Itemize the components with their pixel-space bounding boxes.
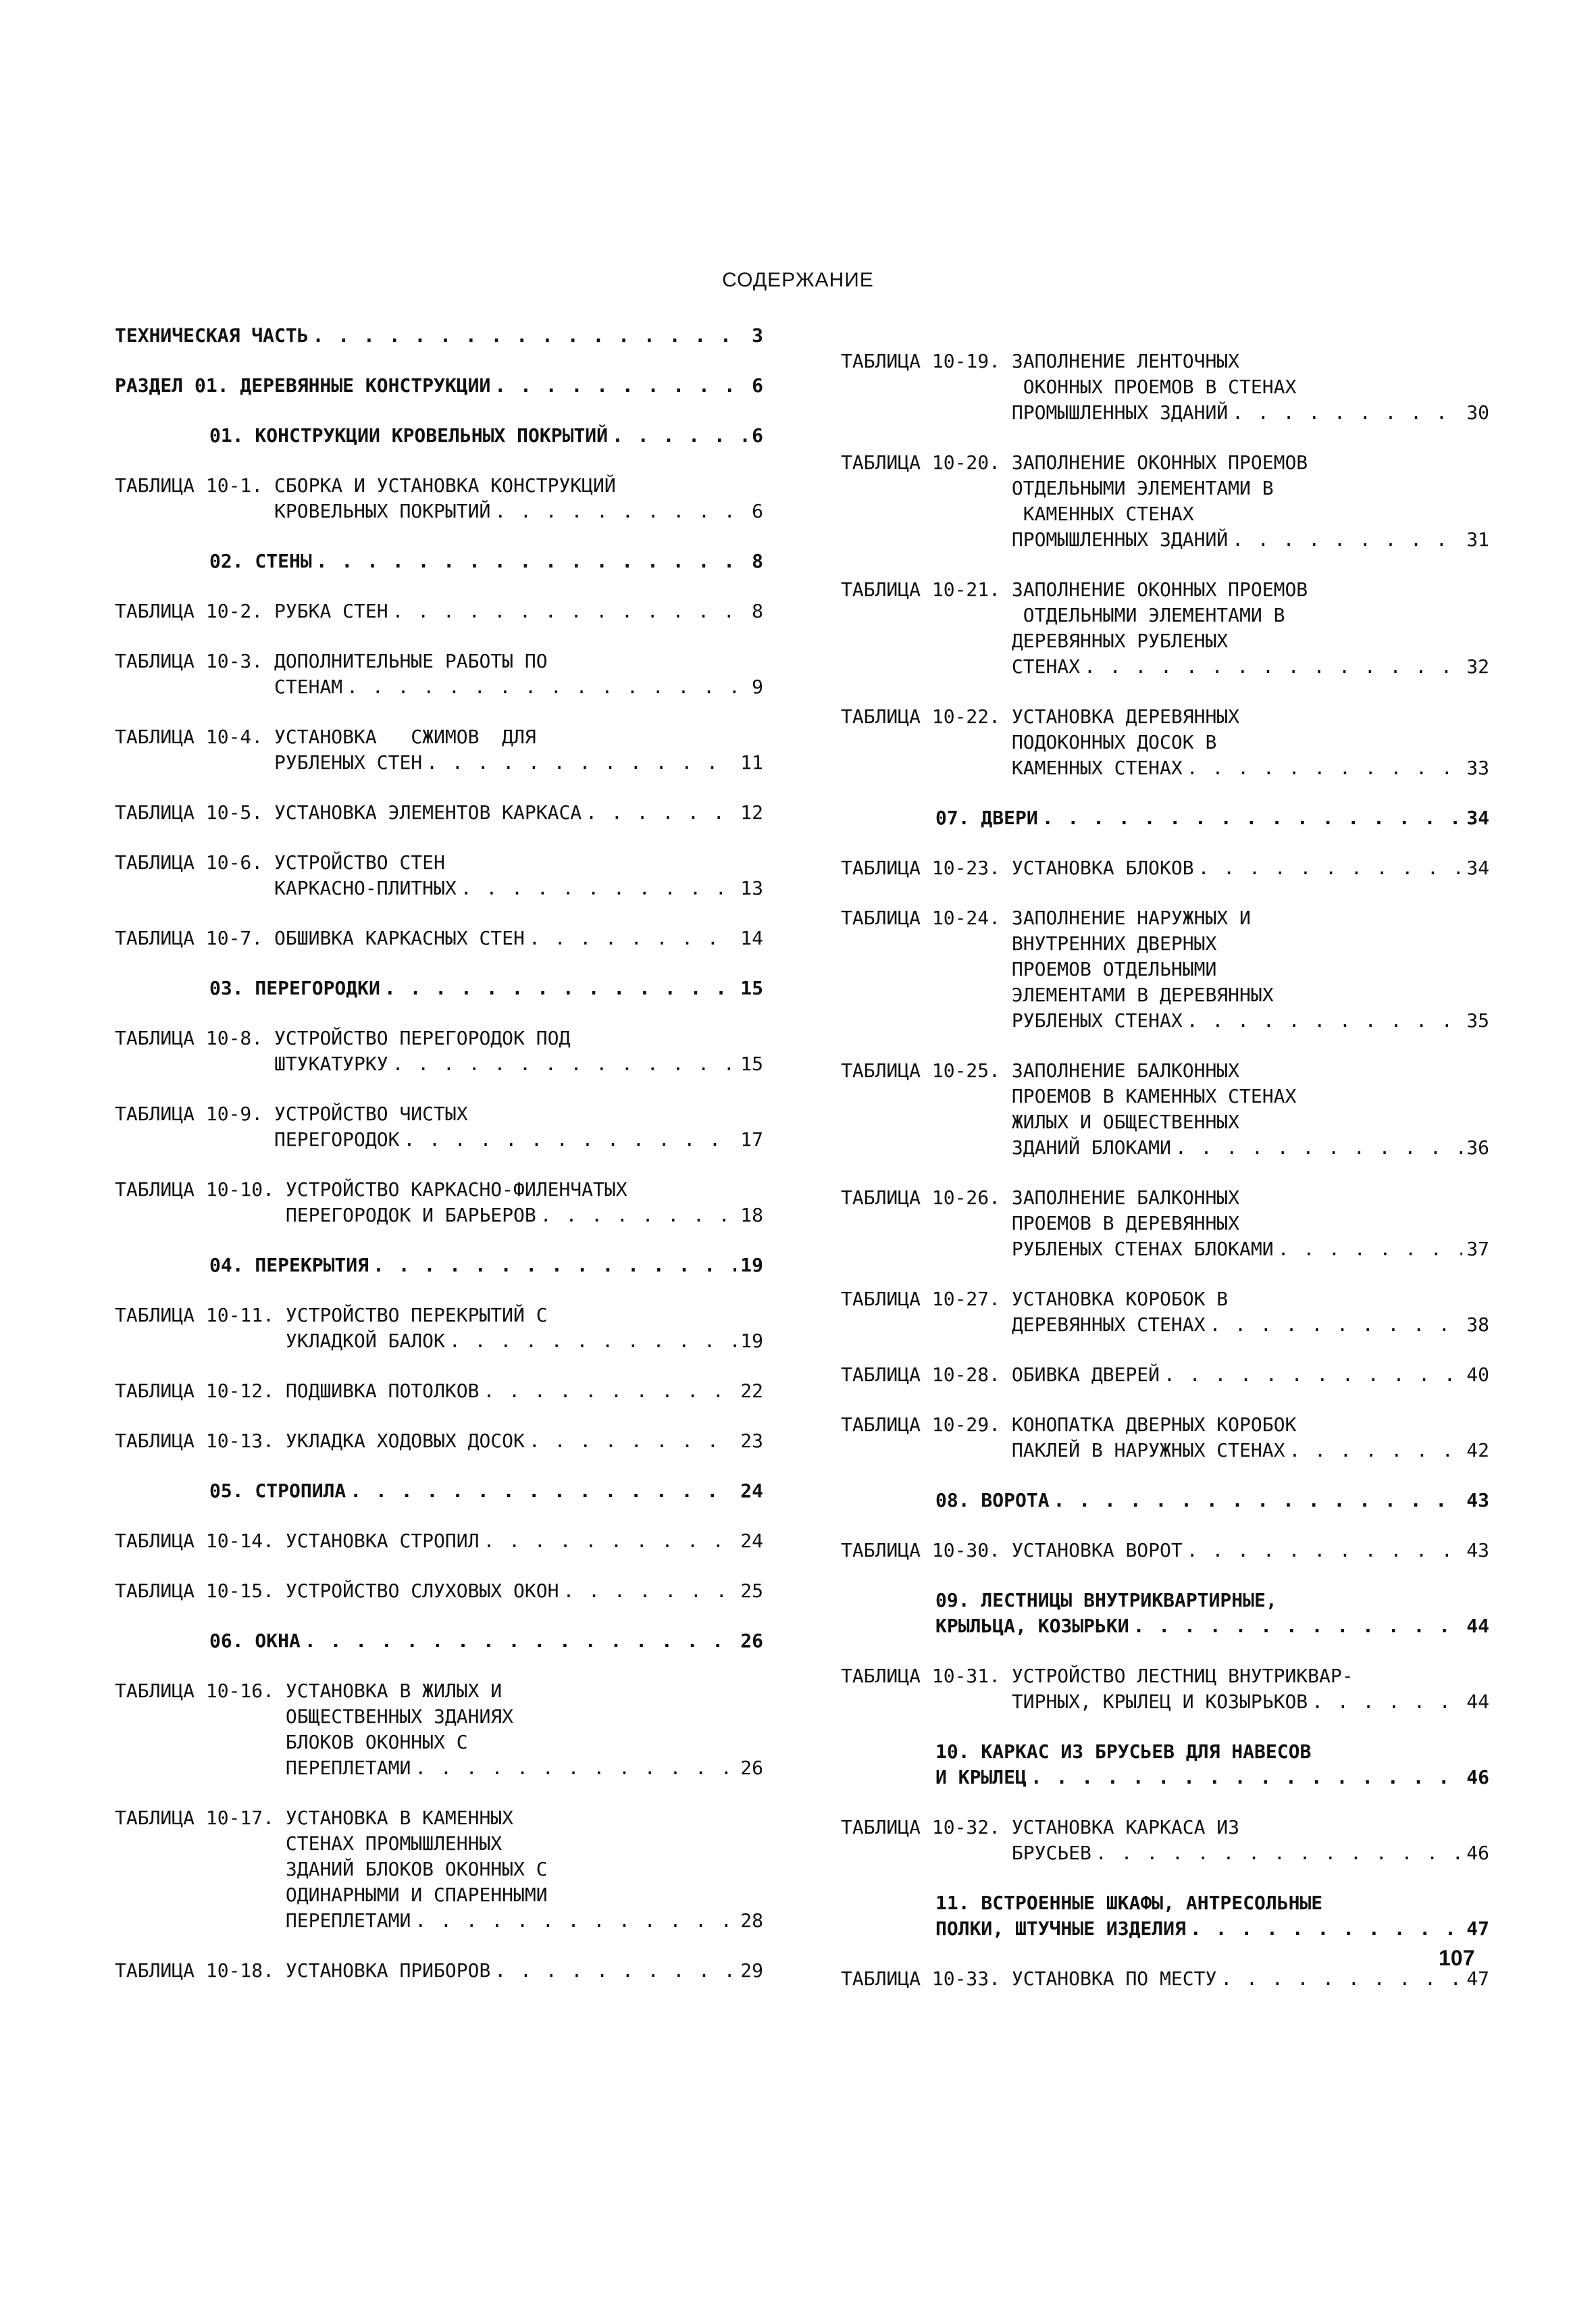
toc-leader-dots (415, 1755, 736, 1781)
toc-entry (115, 549, 763, 574)
toc-entry (115, 1528, 763, 1554)
toc-table-number: ТАБЛИЦА 10-30. (841, 1539, 1012, 1561)
toc-table-number: ТАБЛИЦА 10-22. (841, 705, 1012, 728)
toc-table-number: ТАБЛИЦА 10-8. (115, 1027, 275, 1049)
toc-right-column (841, 349, 1489, 2016)
toc-leader-dots (305, 1628, 736, 1654)
toc-leader-dots (612, 423, 748, 449)
toc-entry-text: УСТАНОВКА В КАМЕННЫХ (285, 1807, 514, 1829)
toc-entry-text: ЗДАНИЙ БЛОКАМИ (1011, 1136, 1171, 1159)
toc-leader-dots (346, 674, 748, 700)
toc-leader-dots (392, 1051, 737, 1077)
toc-entry-text: УСТРОЙСТВО ЧИСТЫХ (274, 1103, 468, 1125)
toc-entry-text: ДЕРЕВЯННЫХ РУБЛЕНЫХ (1011, 630, 1229, 652)
toc-page-number: 12 (740, 801, 763, 824)
toc-left-column (115, 323, 763, 2008)
toc-entry-text: 08. ВОРОТА (935, 1489, 1050, 1511)
toc-page-number: 11 (740, 751, 763, 774)
toc-page-number: 33 (1466, 757, 1489, 779)
toc-page-number: 23 (740, 1430, 763, 1452)
toc-leader-dots (1190, 1916, 1462, 1942)
toc-entry-text: УСТРОЙСТВО СТЕН (274, 851, 445, 874)
toc-page-number: 36 (1466, 1136, 1489, 1159)
toc-entry-text: ЖИЛЫХ И ОБЩЕСТВЕННЫХ (1011, 1111, 1240, 1133)
toc-table-number: ТАБЛИЦА 10-14. (115, 1530, 286, 1552)
toc-entry (841, 1739, 1489, 1790)
toc-entry-text: ОБЩЕСТВЕННЫХ ЗДАНИЯХ (285, 1705, 514, 1728)
toc-leader-dots (494, 1958, 736, 1984)
toc-page-number: 19 (740, 1330, 763, 1352)
toc-leader-dots (494, 373, 748, 399)
toc-entry (841, 450, 1489, 553)
toc-entry (115, 1378, 763, 1404)
toc-entry-text: РУБЛЕНЫХ СТЕН (274, 751, 423, 774)
toc-table-number: ТАБЛИЦА 10-32. (841, 1816, 1012, 1838)
toc-entry-text: СТЕНАМ (274, 676, 343, 698)
toc-page-number: 40 (1466, 1363, 1489, 1386)
toc-entry (115, 1428, 763, 1454)
toc-entry-text: РУБКА СТЕН (274, 600, 388, 622)
toc-leader-dots (426, 750, 736, 776)
toc-entry-text: УСТРОЙСТВО ПЕРЕКРЫТИЙ С (285, 1304, 548, 1326)
toc-entry (115, 1303, 763, 1354)
toc-page-number: 8 (752, 600, 763, 622)
toc-entry-text: УСТАНОВКА КОРОБОК В (1011, 1288, 1229, 1310)
toc-entry-text: УСТАНОВКА КАРКАСА ИЗ (1011, 1816, 1240, 1838)
toc-entry (115, 423, 763, 449)
toc-page-number: 9 (752, 676, 763, 698)
toc-page-number: 32 (1466, 655, 1489, 678)
toc-table-number: ТАБЛИЦА 10-10. (115, 1178, 286, 1201)
toc-entry-text: ЗДАНИЙ БЛОКОВ ОКОННЫХ С (285, 1858, 548, 1880)
toc-entry (841, 855, 1489, 881)
toc-page-number: 19 (740, 1254, 763, 1276)
toc-table-number: ТАБЛИЦА 10-21. (841, 578, 1012, 601)
toc-leader-dots (373, 1253, 736, 1278)
toc-entry-text: КАМЕННЫХ СТЕНАХ (1011, 503, 1194, 525)
toc-page-number: 29 (740, 1959, 763, 1982)
toc-entry-text: ШТУКАТУРКУ (274, 1053, 388, 1075)
toc-entry-text: УСТАНОВКА СЖИМОВ ДЛЯ (274, 726, 536, 748)
toc-entry (841, 1412, 1489, 1463)
toc-entry (115, 976, 763, 1001)
toc-entry (841, 1890, 1489, 1942)
toc-table-number: ТАБЛИЦА 10-9. (115, 1103, 275, 1125)
toc-entry-text: КРОВЕЛЬНЫХ ПОКРЫТИЙ (274, 500, 491, 522)
toc-entry (841, 1286, 1489, 1338)
toc-entry (841, 1362, 1489, 1388)
toc-entry-text: 06. ОКНА (209, 1630, 301, 1652)
toc-entry (115, 473, 763, 524)
toc-entry (841, 1488, 1489, 1513)
toc-entry-text: УСТАНОВКА В ЖИЛЫХ И (285, 1680, 503, 1702)
toc-entry (115, 1177, 763, 1228)
toc-entry-text: ЗАПОЛНЕНИЕ ОКОННЫХ ПРОЕМОВ (1011, 578, 1308, 601)
toc-table-number: ТАБЛИЦА 10-20. (841, 451, 1012, 474)
toc-entry-text: ПАКЛЕЙ В НАРУЖНЫХ СТЕНАХ (1011, 1439, 1285, 1461)
toc-entry-text: УСТАНОВКА ВОРОТ (1011, 1539, 1183, 1561)
toc-entry-text: ЗАПОЛНЕНИЕ БАЛКОННЫХ (1011, 1186, 1240, 1209)
toc-entry-text: 01. КОНСТРУКЦИИ КРОВЕЛЬНЫХ ПОКРЫТИЙ (209, 424, 609, 447)
toc-table-number: ТАБЛИЦА 10-33. (841, 1967, 1012, 1990)
toc-table-number: ТАБЛИЦА 10-6. (115, 851, 275, 874)
toc-entry-text: ПРОЕМОВ ОТДЕЛЬНЫМИ (1011, 958, 1217, 980)
toc-entry-text: ПРОМЫШЛЕННЫХ ЗДАНИЙ (1011, 528, 1229, 551)
toc-entry-text: УСТАНОВКА ПО МЕСТУ (1011, 1967, 1217, 1990)
toc-entry-text: ОТДЕЛЬНЫМИ ЭЛЕМЕНТАМИ В (1011, 604, 1285, 626)
toc-table-number: ТАБЛИЦА 10-31. (841, 1665, 1012, 1687)
toc-entry (115, 1678, 763, 1781)
toc-entry (115, 800, 763, 826)
toc-leader-dots (350, 1478, 736, 1504)
toc-leader-dots (392, 599, 748, 624)
toc-page-number: 24 (740, 1530, 763, 1552)
toc-table-number: ТАБЛИЦА 10-13. (115, 1430, 286, 1452)
toc-entry (841, 905, 1489, 1034)
toc-leader-dots (483, 1378, 736, 1404)
toc-entry-text: СТЕНАХ (1011, 655, 1081, 678)
toc-entry-text: ПРОЕМОВ В КАМЕННЫХ СТЕНАХ (1011, 1085, 1297, 1107)
toc-table-number: ТАБЛИЦА 10-5. (115, 801, 275, 824)
toc-table-number: ТАБЛИЦА 10-1. (115, 474, 275, 497)
toc-leader-dots (1198, 855, 1463, 881)
toc-leader-dots (1175, 1135, 1462, 1161)
toc-entry-text: 05. СТРОПИЛА (209, 1480, 346, 1502)
toc-page-number: 37 (1466, 1238, 1489, 1260)
toc-table-number: ТАБЛИЦА 10-19. (841, 350, 1012, 372)
toc-table-number: ТАБЛИЦА 10-16. (115, 1680, 286, 1702)
toc-entry-text: ПОЛКИ, ШТУЧНЫЕ ИЗДЕЛИЯ (935, 1917, 1186, 1940)
toc-page-number: 47 (1466, 1917, 1489, 1940)
toc-entry (841, 577, 1489, 680)
toc-table-number: ТАБЛИЦА 10-12. (115, 1380, 286, 1402)
toc-table-number: ТАБЛИЦА 10-26. (841, 1186, 1012, 1209)
toc-table-number: ТАБЛИЦА 10-15. (115, 1580, 286, 1602)
toc-entry (841, 1663, 1489, 1715)
toc-entry-text: ЗАПОЛНЕНИЕ ЛЕНТОЧНЫХ (1011, 350, 1240, 372)
toc-leader-dots (384, 976, 736, 1001)
toc-entry-text: УСТРОЙСТВО КАРКАСНО-ФИЛЕНЧАТЫХ (285, 1178, 627, 1201)
toc-entry-text: ОТДЕЛЬНЫМИ ЭЛЕМЕНТАМИ В (1011, 477, 1274, 499)
toc-page-number: 44 (1466, 1690, 1489, 1713)
toc-entry-text: УСТАНОВКА ДЕРЕВЯННЫХ (1011, 705, 1240, 728)
toc-table-number: ТАБЛИЦА 10-7. (115, 927, 275, 949)
toc-page-number: 44 (1466, 1615, 1489, 1637)
toc-entry-text: УСТРОЙСТВО СЛУХОВЫХ ОКОН (285, 1580, 559, 1602)
toc-page-number: 22 (740, 1380, 763, 1402)
toc-page-number: 38 (1466, 1313, 1489, 1336)
toc-entry-text: ПЕРЕПЛЕТАМИ (285, 1909, 411, 1932)
toc-entry-text: ПЕРЕГОРОДОК И БАРЬЕРОВ (285, 1204, 536, 1226)
document-title: СОДЕРЖАНИЕ (722, 269, 874, 291)
toc-table-number: ТАБЛИЦА 10-18. (115, 1959, 286, 1982)
toc-entry-text: 07. ДВЕРИ (935, 807, 1038, 829)
toc-table-number: ТАБЛИЦА 10-28. (841, 1363, 1012, 1386)
toc-page-number: 26 (740, 1757, 763, 1779)
toc-table-number: ТАБЛИЦА 10-24. (841, 907, 1012, 929)
toc-page-number: 35 (1466, 1009, 1489, 1032)
toc-entry-text: РУБЛЕНЫХ СТЕНАХ (1011, 1009, 1183, 1032)
toc-leader-dots (1096, 1840, 1462, 1866)
toc-page-number: 43 (1466, 1539, 1489, 1561)
toc-entry-text: 09. ЛЕСТНИЦЫ ВНУТРИКВАРТИРНЫЕ, (935, 1589, 1277, 1611)
toc-entry (841, 1966, 1489, 1992)
toc-entry (115, 926, 763, 951)
toc-leader-dots (494, 499, 748, 524)
toc-entry-text: БРУСЬЕВ (1011, 1842, 1091, 1864)
toc-page-number: 15 (740, 977, 763, 999)
toc-entry-text: УКЛАДКА ХОДОВЫХ ДОСОК (285, 1430, 525, 1452)
toc-page-number: 26 (740, 1630, 763, 1652)
toc-entry-text: 03. ПЕРЕГОРОДКИ (209, 977, 380, 999)
toc-entry (115, 850, 763, 901)
toc-entry-text: 04. ПЕРЕКРЫТИЯ (209, 1254, 369, 1276)
toc-entry-text: ДЕРЕВЯННЫХ СТЕНАХ (1011, 1313, 1206, 1336)
toc-page-number: 8 (752, 550, 763, 572)
toc-entry-text: КАРКАСНО-ПЛИТНЫХ (274, 877, 457, 899)
toc-page-number: 14 (740, 927, 763, 949)
toc-entry-text: 02. СТЕНЫ (209, 550, 312, 572)
toc-entry-text: ЗАПОЛНЕНИЕ БАЛКОННЫХ (1011, 1059, 1240, 1082)
toc-entry-text: УСТРОЙСТВО ЛЕСТНИЦ ВНУТРИКВАР- (1011, 1665, 1354, 1687)
toc-table-number: ТАБЛИЦА 10-27. (841, 1288, 1012, 1310)
toc-entry (115, 649, 763, 700)
toc-entry (115, 1101, 763, 1153)
toc-entry-text: УКЛАДКОЙ БАЛОК (285, 1330, 445, 1352)
toc-leader-dots (563, 1578, 736, 1604)
toc-entry-text: ЗАПОЛНЕНИЕ ОКОННЫХ ПРОЕМОВ (1011, 451, 1308, 474)
toc-entry-text: ВНУТРЕННИХ ДВЕРНЫХ (1011, 932, 1217, 955)
toc-entry-text: ТИРНЫХ, КРЫЛЕЦ И КОЗЫРЬКОВ (1011, 1690, 1308, 1713)
toc-entry (115, 1805, 763, 1934)
toc-leader-dots (1164, 1362, 1462, 1388)
toc-page-number: 18 (740, 1204, 763, 1226)
toc-entry-text: ТЕХНИЧЕСКАЯ ЧАСТЬ (115, 324, 309, 347)
toc-entry (841, 1058, 1489, 1161)
toc-entry (115, 1253, 763, 1278)
toc-entry (115, 599, 763, 624)
toc-entry-text: ОКОННЫХ ПРОЕМОВ В СТЕНАХ (1011, 376, 1297, 398)
toc-entry-text: КАМЕННЫХ СТЕНАХ (1011, 757, 1183, 779)
toc-entry-text: СБОРКА И УСТАНОВКА КОНСТРУКЦИЙ (274, 474, 616, 497)
toc-leader-dots (586, 800, 736, 826)
toc-entry-text: ПЕРЕПЛЕТАМИ (285, 1757, 411, 1779)
toc-entry-text: ДОПОЛНИТЕЛЬНЫЕ РАБОТЫ ПО (274, 650, 548, 672)
toc-entry (115, 1578, 763, 1604)
toc-leader-dots (483, 1528, 736, 1554)
toc-entry (841, 349, 1489, 426)
toc-table-number: ТАБЛИЦА 10-3. (115, 650, 275, 672)
toc-entry-text: 10. КАРКАС ИЗ БРУСЬЕВ ДЛЯ НАВЕСОВ (935, 1740, 1312, 1763)
toc-leader-dots (1209, 1312, 1462, 1338)
toc-leader-dots (1232, 400, 1462, 426)
toc-table-number: ТАБЛИЦА 10-4. (115, 726, 275, 748)
toc-page-number: 24 (740, 1480, 763, 1502)
toc-table-number: ТАБЛИЦА 10-25. (841, 1059, 1012, 1082)
toc-entry (115, 1026, 763, 1077)
toc-entry-text: СТЕНАХ ПРОМЫШЛЕННЫХ (285, 1832, 503, 1855)
toc-entry (841, 1538, 1489, 1563)
toc-page-number: 34 (1466, 857, 1489, 879)
toc-leader-dots (1133, 1613, 1463, 1639)
toc-entry-text: УСТАНОВКА ПРИБОРОВ (285, 1959, 491, 1982)
toc-page-number: 46 (1466, 1842, 1489, 1864)
toc-leader-dots (529, 1428, 736, 1454)
toc-leader-dots (1054, 1488, 1463, 1513)
toc-page-number: 6 (752, 374, 763, 397)
toc-page-number: 34 (1466, 807, 1489, 829)
toc-table-number: ТАБЛИЦА 10-29. (841, 1413, 1012, 1436)
toc-page-number: 46 (1466, 1766, 1489, 1788)
toc-entry-text: ПРОЕМОВ В ДЕРЕВЯННЫХ (1011, 1212, 1240, 1234)
toc-leader-dots (1187, 1008, 1463, 1034)
toc-page-number: 17 (740, 1128, 763, 1151)
toc-leader-dots (1289, 1438, 1462, 1463)
toc-leader-dots (1187, 1538, 1463, 1563)
toc-page-number: 6 (752, 424, 763, 447)
toc-page-number: 13 (740, 877, 763, 899)
toc-page-number: 6 (752, 500, 763, 522)
toc-table-number: ТАБЛИЦА 10-23. (841, 857, 1012, 879)
toc-entry (841, 805, 1489, 831)
toc-page-number: 25 (740, 1580, 763, 1602)
toc-page-number: 47 (1466, 1967, 1489, 1990)
toc-page-number: 28 (740, 1909, 763, 1932)
toc-leader-dots (449, 1328, 736, 1354)
toc-entry-text: И КРЫЛЕЦ (935, 1766, 1027, 1788)
toc-entry (115, 323, 763, 349)
toc-page-number: 42 (1466, 1439, 1489, 1461)
toc-page-number: 43 (1466, 1489, 1489, 1511)
toc-leader-dots (1042, 805, 1463, 831)
toc-entry-text: УСТРОЙСТВО ПЕРЕГОРОДОК ПОД (274, 1027, 571, 1049)
toc-entry-text: ОБШИВКА КАРКАСНЫХ СТЕН (274, 927, 525, 949)
toc-leader-dots (1220, 1966, 1462, 1992)
toc-leader-dots (1232, 527, 1462, 553)
toc-entry-text: ПОДШИВКА ПОТОЛКОВ (285, 1380, 480, 1402)
toc-entry-text: ПЕРЕГОРОДОК (274, 1128, 400, 1151)
toc-entry-text: УСТАНОВКА ЭЛЕМЕНТОВ КАРКАСА (274, 801, 582, 824)
toc-table-number: ТАБЛИЦА 10-17. (115, 1807, 286, 1829)
toc-entry (115, 1628, 763, 1654)
toc-entry-text: РАЗДЕЛ 01. ДЕРЕВЯННЫЕ КОНСТРУКЦИИ (115, 374, 491, 397)
toc-leader-dots (1278, 1236, 1463, 1262)
toc-entry-text: РУБЛЕНЫХ СТЕНАХ БЛОКАМИ (1011, 1238, 1274, 1260)
toc-entry-text: ПРОМЫШЛЕННЫХ ЗДАНИЙ (1011, 401, 1229, 424)
toc-entry (115, 724, 763, 776)
toc-leader-dots (403, 1127, 736, 1153)
toc-leader-dots (1312, 1689, 1462, 1715)
toc-entry-text: УСТАНОВКА БЛОКОВ (1011, 857, 1194, 879)
toc-entry (841, 1815, 1489, 1866)
toc-table-number: ТАБЛИЦА 10-11. (115, 1304, 286, 1326)
toc-page-number: 30 (1466, 401, 1489, 424)
toc-page-number: 31 (1466, 528, 1489, 551)
toc-entry-text: ОДИНАРНЫМИ И СПАРЕННЫМИ (285, 1884, 548, 1906)
toc-entry-text: ЭЛЕМЕНТАМИ В ДЕРЕВЯННЫХ (1011, 984, 1274, 1006)
toc-entry-text: ЗАПОЛНЕНИЕ НАРУЖНЫХ И (1011, 907, 1251, 929)
toc-entry-text: БЛОКОВ ОКОННЫХ С (285, 1731, 468, 1753)
toc-entry (115, 1478, 763, 1504)
toc-entry (115, 1958, 763, 1984)
toc-entry-text: УСТАНОВКА СТРОПИЛ (285, 1530, 480, 1552)
toc-leader-dots (1187, 755, 1463, 781)
toc-page-number: 3 (752, 324, 763, 347)
toc-leader-dots (316, 549, 748, 574)
toc-leader-dots (540, 1203, 737, 1228)
toc-entry (841, 1588, 1489, 1639)
toc-page-number: 15 (740, 1053, 763, 1075)
toc-entry-text: 11. ВСТРОЕННЫЕ ШКАФЫ, АНТРЕСОЛЬНЫЕ (935, 1892, 1323, 1914)
toc-leader-dots (313, 323, 748, 349)
page-number: 107 (1439, 1946, 1475, 1970)
toc-table-number: ТАБЛИЦА 10-2. (115, 600, 275, 622)
toc-entry-text: ПОДОКОННЫХ ДОСОК В (1011, 731, 1217, 753)
toc-entry (841, 704, 1489, 781)
toc-leader-dots (461, 876, 737, 901)
toc-entry-text: ОБИВКА ДВЕРЕЙ (1011, 1363, 1160, 1386)
toc-leader-dots (415, 1908, 736, 1934)
toc-entry-text: КРЫЛЬЦА, КОЗЫРЬКИ (935, 1615, 1129, 1637)
toc-entry-text: КОНОПАТКА ДВЕРНЫХ КОРОБОК (1011, 1413, 1297, 1436)
toc-entry (115, 373, 763, 399)
toc-entry (841, 1185, 1489, 1262)
toc-leader-dots (529, 926, 736, 951)
toc-leader-dots (1031, 1765, 1462, 1790)
toc-leader-dots (1084, 654, 1462, 680)
